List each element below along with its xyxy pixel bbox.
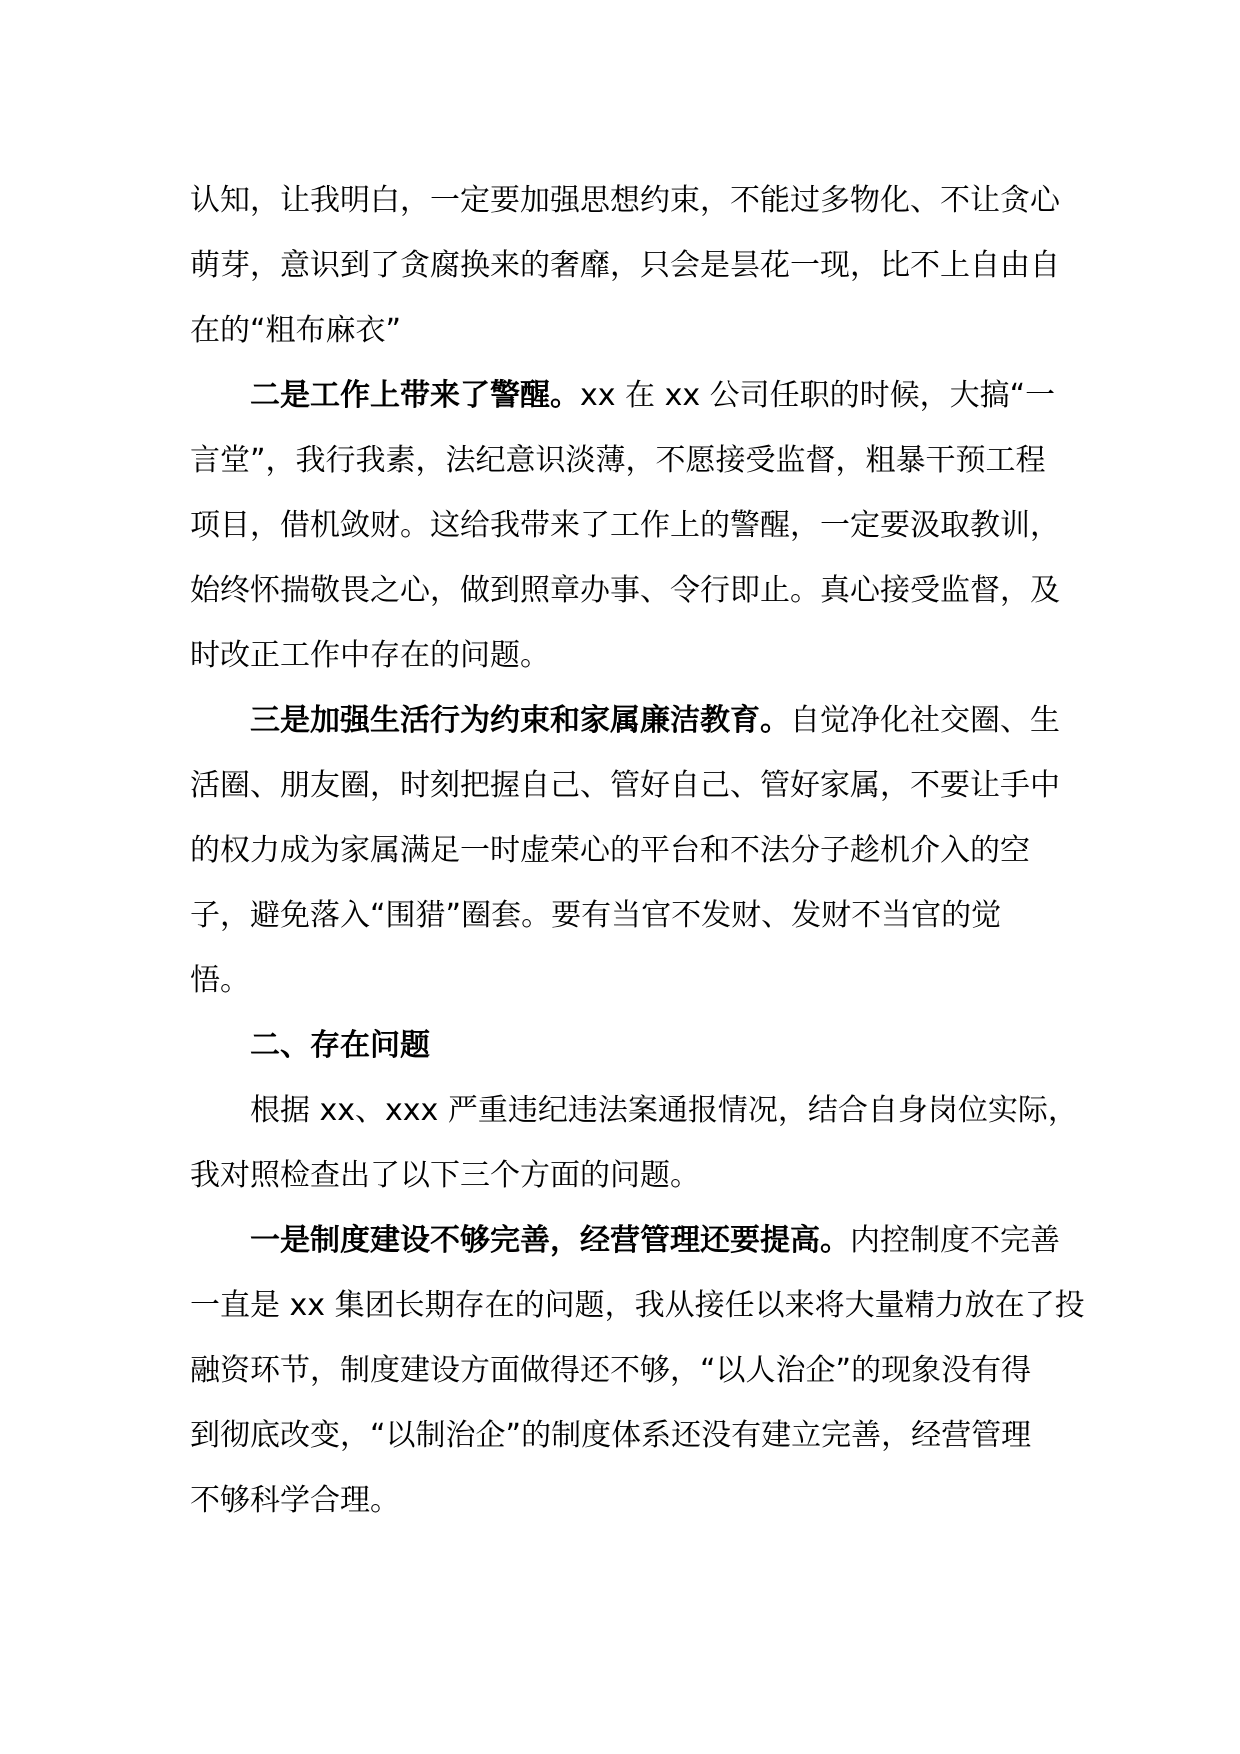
text-line	[190, 623, 1060, 688]
text-line	[190, 558, 1060, 623]
para-family-education	[190, 688, 1060, 1013]
text-line	[190, 1208, 1060, 1273]
body-text: 内控制度不完善	[850, 1223, 1060, 1258]
body-text: 悟。	[190, 963, 250, 998]
text-line	[190, 168, 1060, 233]
body-text: 子，避免落入“围猎”圈套。要有当官不发财、发财不当官的觉	[190, 898, 1002, 933]
body-text: 认知，让我明白，一定要加强思想约束，不能过多物化、不让贪心	[190, 183, 1060, 218]
text-line	[190, 298, 1060, 363]
text-line	[190, 818, 1060, 883]
body-text: 自觉净化社交圈、生	[790, 703, 1060, 738]
body-text: xx 在 xx 公司任职的时候，大搞“一	[580, 378, 1056, 413]
body-text: 在的“粗布麻衣”	[190, 313, 402, 348]
body-text: 项目，借机敛财。这给我带来了工作上的警醒，一定要汲取教训，	[190, 508, 1060, 543]
bold-lead-text: 二是工作上带来了警醒。	[250, 378, 580, 413]
section-heading	[190, 1013, 1060, 1078]
body-text: 活圈、朋友圈，时刻把握自己、管好自己、管好家属，不要让手中	[190, 768, 1060, 803]
para-work-warning	[190, 363, 1060, 688]
text-line	[190, 883, 1060, 948]
text-line	[190, 1338, 1060, 1403]
text-line	[190, 363, 1060, 428]
text-line	[190, 948, 1060, 1013]
body-text: 一直是 xx 集团长期存在的问题，我从接任以来将大量精力放在了投	[190, 1288, 1085, 1323]
body-text: 到彻底改变，“以制治企”的制度体系还没有建立完善，经营管理	[190, 1418, 1032, 1453]
body-text: 不够科学合理。	[190, 1483, 400, 1518]
body-text: 始终怀揣敬畏之心，做到照章办事、令行即止。真心接受监督，及	[190, 573, 1060, 608]
text-line	[190, 753, 1060, 818]
body-text: 我对照检查出了以下三个方面的问题。	[190, 1158, 700, 1193]
body-text: 的权力成为家属满足一时虚荣心的平台和不法分子趁机介入的空	[190, 833, 1030, 868]
bold-lead-text: 三是加强生活行为约束和家属廉洁教育。	[250, 703, 790, 738]
bold-lead-text: 一是制度建设不够完善，经营管理还要提高。	[250, 1223, 850, 1258]
bold-lead-text: 二、存在问题	[250, 1028, 430, 1063]
text-line	[190, 233, 1060, 298]
text-line	[190, 1273, 1085, 1338]
text-line	[190, 1143, 1060, 1208]
text-line	[190, 688, 1060, 753]
text-line	[190, 1468, 1060, 1533]
body-text: 时改正工作中存在的问题。	[190, 638, 550, 673]
text-line	[190, 428, 1060, 493]
para-intro	[190, 1078, 1078, 1208]
body-text: 融资环节，制度建设方面做得还不够，“以人治企”的现象没有得	[190, 1353, 1032, 1388]
text-line	[190, 1013, 1060, 1078]
text-line	[190, 1078, 1078, 1143]
body-text: 言堂”，我行我素，法纪意识淡薄，不愿接受监督，粗暴干预工程	[190, 443, 1046, 478]
para-continuation	[190, 168, 1060, 363]
para-system-building	[190, 1208, 1085, 1533]
text-line	[190, 1403, 1060, 1468]
body-text: 萌芽，意识到了贪腐换来的奢靡，只会是昙花一现，比不上自由自	[190, 248, 1060, 283]
document-body	[190, 168, 1085, 1533]
body-text: 根据 xx、xxx 严重违纪违法案通报情况，结合自身岗位实际，	[250, 1093, 1078, 1128]
text-line	[190, 493, 1060, 558]
